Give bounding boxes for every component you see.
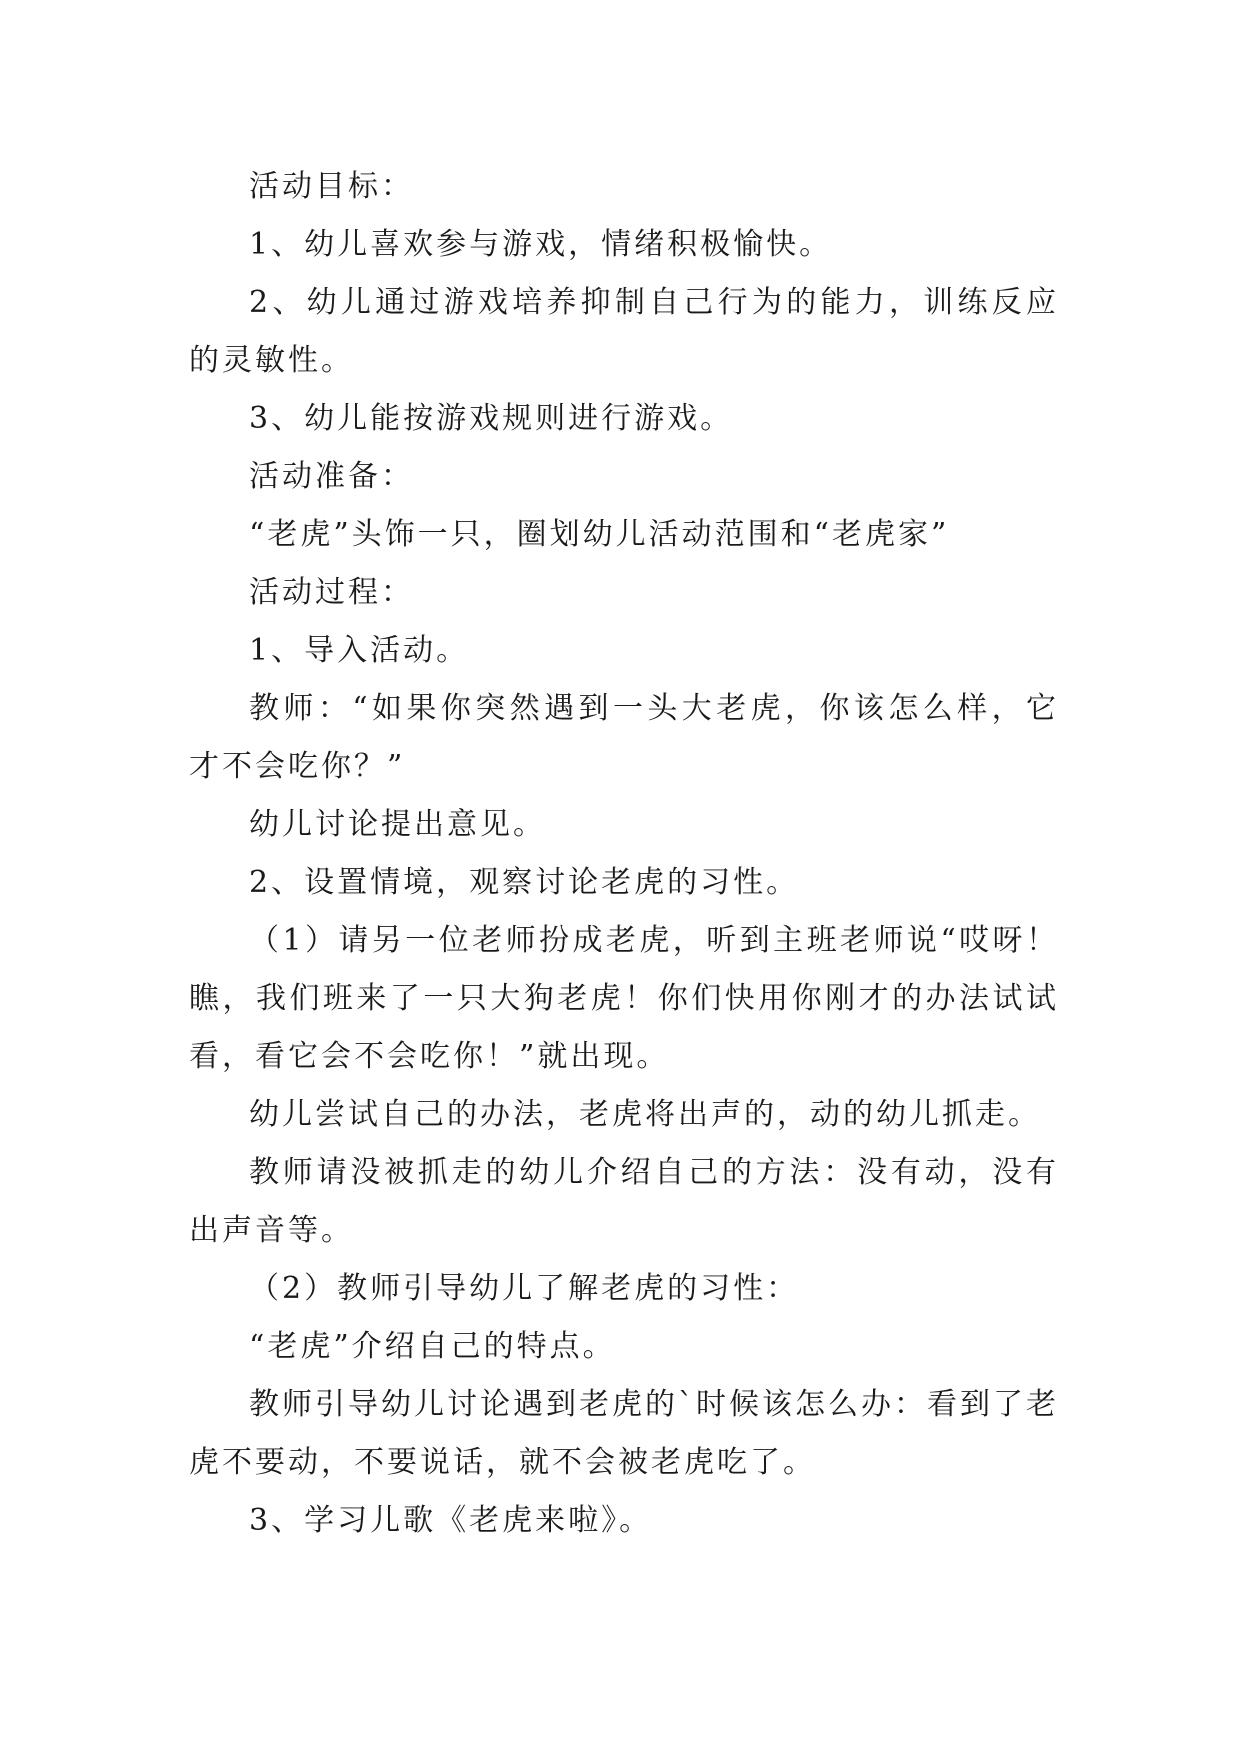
teacher-question: 教师：“如果你突然遇到一头大老虎，你该怎么样，它才不会吃你？” xyxy=(189,691,1059,784)
preparation-text: “老虎”头饰一只，圈划幼儿活动范围和“老虎家” xyxy=(249,517,950,552)
sub-step-2: （2）教师引导幼儿了解老虎的习性： xyxy=(249,1271,800,1306)
process-step-3: 3、学习儿歌《老虎来啦》。 xyxy=(249,1503,653,1538)
heading-activity-preparation: 活动准备： xyxy=(249,459,414,494)
process-step-1: 1、导入活动。 xyxy=(249,633,470,668)
document-body xyxy=(189,158,1059,1550)
sub-step-1: （1）请另一位老师扮成老虎，听到主班老师说“哎呀！瞧，我们班来了一只大狗老虎！你们快用你刚才的办法试试看，看它会不会吃你！”就出现。 xyxy=(189,923,1059,1074)
teacher-guidance: 教师引导幼儿讨论遇到老虎的`时候该怎么办：看到了老虎不要动，不要说话，就不会被老虎吃了。 xyxy=(189,1387,1059,1480)
teacher-request: 教师请没被抓走的幼儿介绍自己的方法：没有动，没有出声音等。 xyxy=(189,1155,1059,1248)
goal-item-3: 3、幼儿能按游戏规则进行游戏。 xyxy=(249,401,734,436)
children-discussion: 幼儿讨论提出意见。 xyxy=(249,807,546,842)
children-attempt: 幼儿尝试自己的办法，老虎将出声的，动的幼儿抓走。 xyxy=(249,1097,1041,1132)
heading-activity-process: 活动过程： xyxy=(249,575,414,610)
goal-item-1: 1、幼儿喜欢参与游戏，情绪积极愉快。 xyxy=(249,227,833,262)
tiger-introduction: “老虎”介绍自己的特点。 xyxy=(249,1329,616,1364)
process-step-2: 2、设置情境，观察讨论老虎的习性。 xyxy=(249,865,800,900)
heading-activity-goals: 活动目标： xyxy=(249,169,414,204)
goal-item-2: 2、幼儿通过游戏培养抑制自己行为的能力，训练反应的灵敏性。 xyxy=(189,285,1059,378)
